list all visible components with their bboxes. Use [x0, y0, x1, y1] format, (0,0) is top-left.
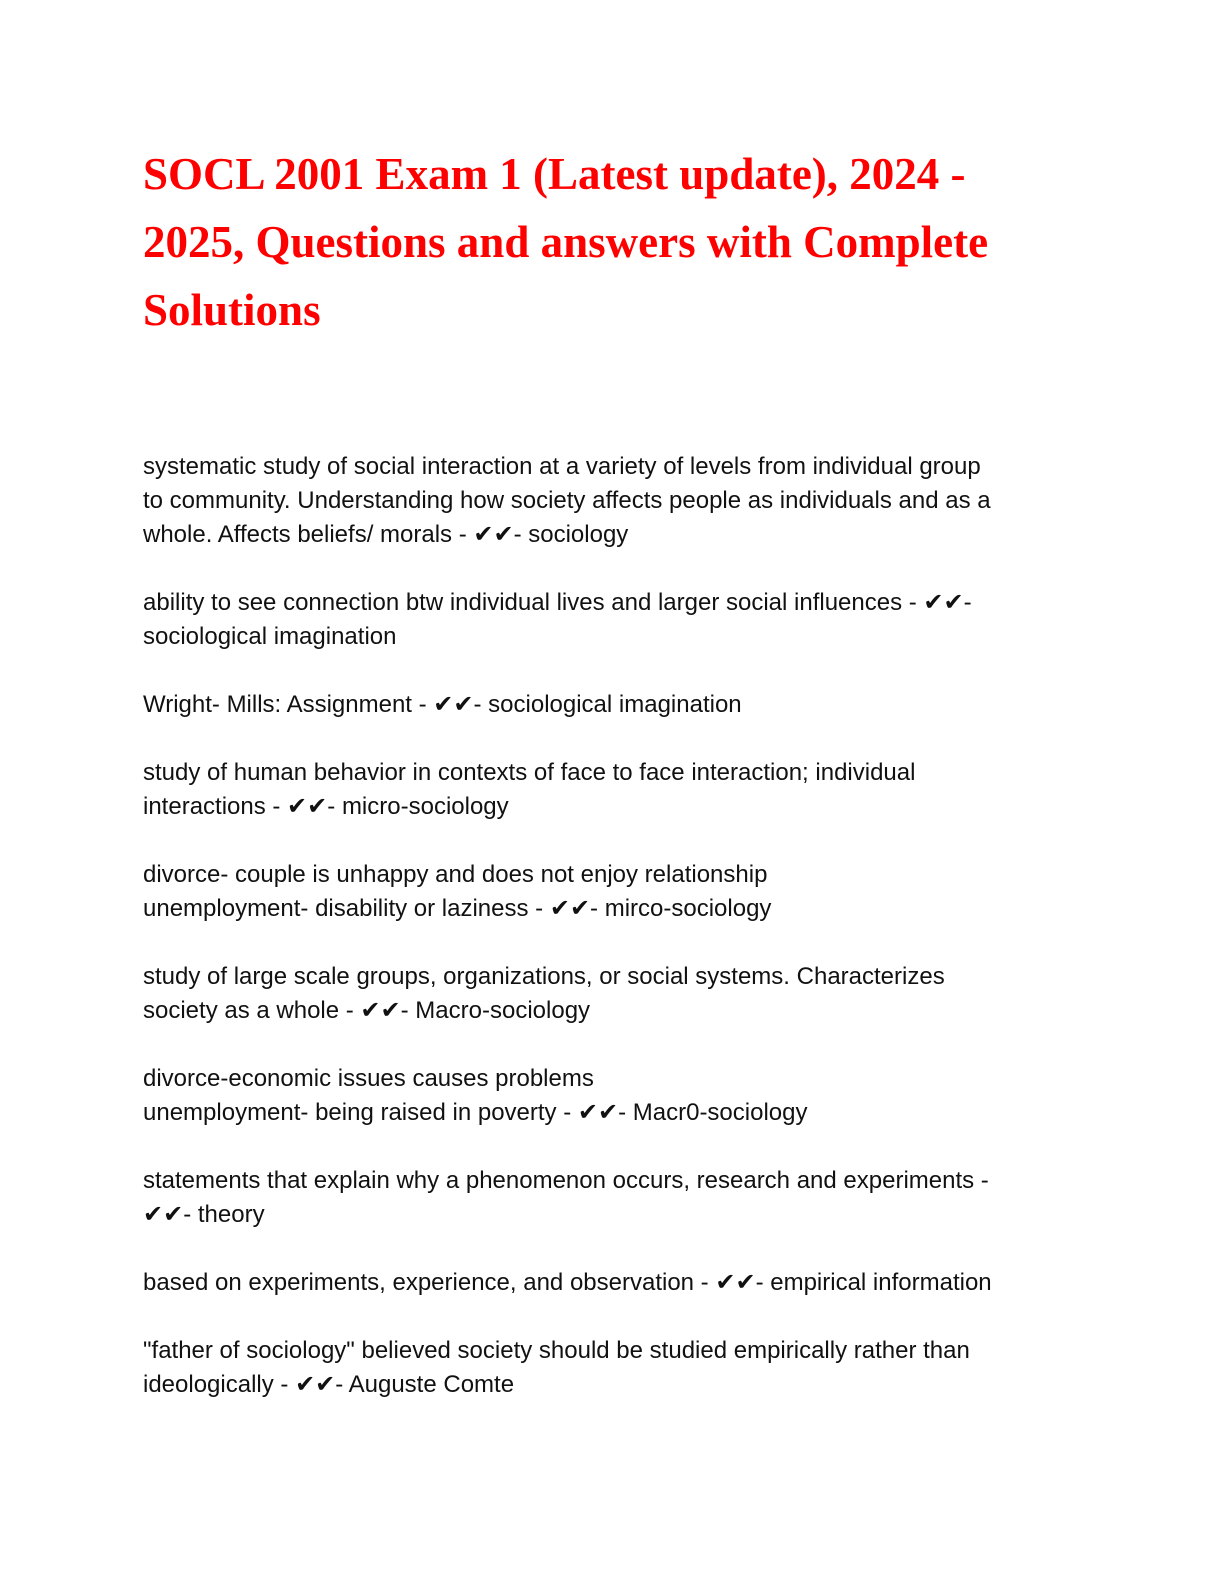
flashcard-entry — [143, 1062, 1103, 1130]
flashcard-entry — [143, 586, 1103, 654]
title-line: Solutions — [143, 285, 321, 335]
entry-line: ability to see connection btw individual lives and larger social influences - ✔✔- — [143, 589, 972, 616]
title-line: 2025, Questions and answers with Complete — [143, 217, 989, 267]
flashcard-entry — [143, 688, 1103, 722]
flashcard-list — [143, 450, 1103, 1436]
entry-line: divorce- couple is unhappy and does not enjoy relationship — [143, 861, 768, 888]
entry-line: to community. Understanding how society affects people as individuals and as a — [143, 487, 991, 514]
flashcard-entry — [143, 858, 1103, 926]
entry-line: divorce-economic issues causes problems — [143, 1065, 594, 1092]
entry-line: society as a whole - ✔✔- Macro-sociology — [143, 997, 591, 1024]
entry-line: interactions - ✔✔- micro-sociology — [143, 793, 509, 820]
flashcard-entry — [143, 756, 1103, 824]
entry-line: study of large scale groups, organizations, or social systems. Characterizes — [143, 963, 945, 990]
entry-line: statements that explain why a phenomenon occurs, research and experiments - — [143, 1167, 989, 1194]
document-title — [143, 140, 1103, 344]
entry-line: sociological imagination — [143, 623, 397, 650]
entry-line: unemployment- being raised in poverty - ✔✔- Macr0-sociology — [143, 1099, 808, 1126]
flashcard-entry — [143, 960, 1103, 1028]
entry-line: whole. Affects beliefs/ morals - ✔✔- sociology — [143, 521, 629, 548]
entry-line: unemployment- disability or laziness - ✔✔- mirco-sociology — [143, 895, 772, 922]
entry-line: study of human behavior in contexts of face to face interaction; individual — [143, 759, 916, 786]
flashcard-entry — [143, 1334, 1103, 1402]
title-line: SOCL 2001 Exam 1 (Latest update), 2024 - — [143, 149, 966, 199]
entry-line: "father of sociology" believed society should be studied empirically rather than — [143, 1337, 970, 1364]
flashcard-entry — [143, 1164, 1103, 1232]
entry-line: Wright- Mills: Assignment - ✔✔- sociological imagination — [143, 691, 742, 718]
entry-line: systematic study of social interaction at a variety of levels from individual group — [143, 453, 981, 480]
entry-line: ✔✔- theory — [143, 1201, 265, 1228]
entry-line: based on experiments, experience, and observation - ✔✔- empirical information — [143, 1269, 992, 1296]
flashcard-entry — [143, 1266, 1103, 1300]
entry-line: ideologically - ✔✔- Auguste Comte — [143, 1371, 515, 1398]
flashcard-entry — [143, 450, 1103, 552]
